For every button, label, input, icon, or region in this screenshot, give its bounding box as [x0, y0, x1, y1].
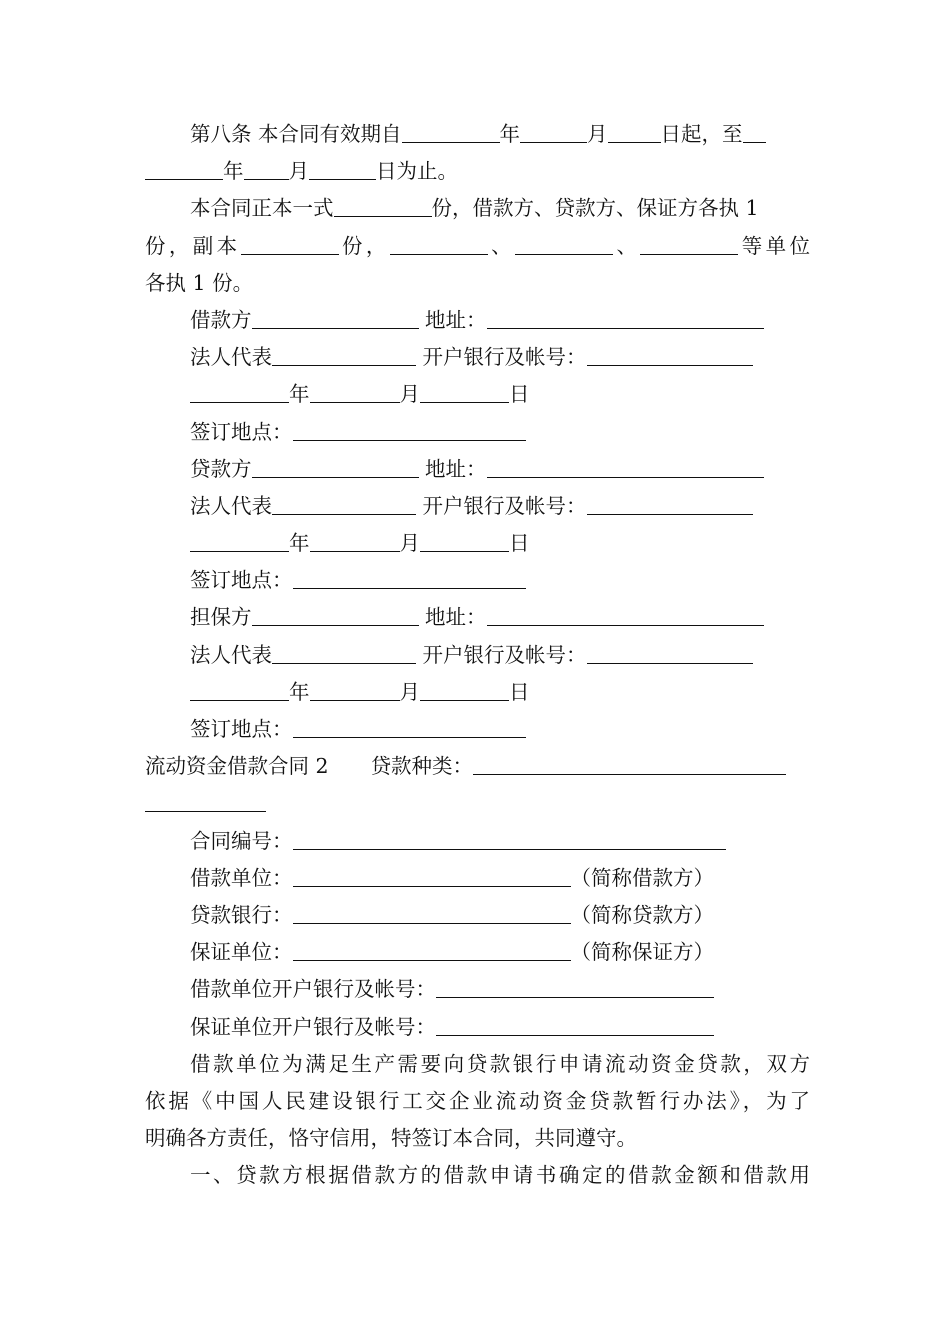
lender-abbreviation: （简称贷款方） — [570, 902, 714, 927]
blank-line — [310, 380, 400, 403]
signing-place-label: 签订地点： — [190, 419, 293, 444]
blank-line — [272, 492, 416, 515]
blank-line — [436, 975, 714, 998]
blank-line — [520, 120, 587, 143]
blank-line — [241, 232, 339, 255]
preamble-line-3: 明确各方责任，恪守信用，特签订本合同，共同遵守。 — [145, 1126, 637, 1151]
blank-line — [334, 194, 432, 217]
bank-account-label: 开户银行及帐号： — [422, 345, 587, 370]
document-body — [145, 116, 810, 1194]
year-label: 年 — [289, 382, 310, 407]
contract-number-line — [145, 823, 810, 860]
bank-account-label: 开户银行及帐号： — [422, 642, 587, 667]
day-label: 日 — [509, 679, 530, 704]
preamble-line-2: 依据《中国人民建设银行工交企业流动资金贷款暂行办法》，为了 — [145, 1088, 810, 1113]
blank-line — [293, 827, 726, 850]
year-label: 年 — [289, 531, 310, 556]
date-line — [145, 376, 810, 413]
guarantor-label: 保证单位： — [190, 940, 293, 965]
month-label: 月 — [399, 382, 420, 407]
year-label: 年 — [223, 159, 244, 184]
blank-line — [293, 715, 526, 738]
bank-account-label: 开户银行及帐号： — [422, 493, 587, 518]
blank-line — [252, 306, 419, 329]
blank-line — [743, 120, 766, 143]
blank-line — [420, 529, 509, 552]
blank-line — [515, 232, 613, 255]
party-label: 担保方 — [190, 605, 252, 630]
address-label: 地址： — [425, 307, 487, 332]
copies-text: 本合同正本一式 — [190, 196, 334, 221]
contract-2-heading-line — [145, 748, 810, 785]
signing-place-line — [145, 562, 810, 599]
blank-line — [293, 901, 571, 924]
blank-line — [587, 641, 753, 664]
month-label: 月 — [288, 159, 309, 184]
blank-line — [190, 529, 289, 552]
copies-text: 、 — [613, 233, 641, 258]
contract-2-heading: 流动资金借款合同 2 — [145, 754, 329, 779]
borrower-bank-line — [145, 971, 810, 1008]
blank-line — [190, 678, 289, 701]
blank-line — [420, 678, 509, 701]
article-8-line-2 — [145, 153, 810, 190]
blank-line — [310, 678, 400, 701]
blank-line — [587, 343, 753, 366]
party-line — [145, 599, 810, 636]
blank-line — [487, 455, 764, 478]
date-line — [145, 525, 810, 562]
copies-line-2 — [145, 228, 810, 265]
signing-place-label: 签订地点： — [190, 568, 293, 593]
blank-line — [487, 306, 764, 329]
preamble-line-1: 借款单位为满足生产需要向贷款银行申请流动资金贷款，双方 — [190, 1051, 810, 1076]
copies-line-1 — [145, 190, 810, 227]
signing-place-label: 签订地点： — [190, 717, 293, 741]
blank-line — [252, 603, 419, 626]
blank-line — [587, 492, 753, 515]
blank-line — [473, 752, 786, 775]
representative-line — [145, 339, 810, 376]
blank-line — [487, 603, 764, 626]
blank-line — [293, 566, 526, 589]
representative-line — [145, 637, 810, 674]
blank-line — [244, 157, 289, 180]
representative-label: 法人代表 — [190, 493, 272, 518]
month-label: 月 — [399, 679, 420, 704]
signing-place-line — [145, 414, 810, 451]
contract-number-label: 合同编号： — [190, 828, 293, 853]
month-label: 月 — [399, 531, 420, 556]
signing-place-line — [145, 711, 810, 748]
blank-line — [420, 380, 509, 403]
blank-line — [272, 641, 416, 664]
guarantor-bank-label: 保证单位开户银行及帐号： — [190, 1014, 436, 1039]
party-label: 贷款方 — [190, 456, 252, 481]
blank-line — [190, 380, 289, 403]
blank-line — [293, 864, 571, 887]
copies-text: 份，副本 — [145, 233, 241, 258]
blank-line — [309, 157, 376, 180]
address-label: 地址： — [425, 456, 487, 481]
day-label: 日 — [509, 382, 530, 407]
copies-text: 份，借款方、贷款方、保证方各执 1 — [431, 196, 759, 221]
blank-line — [252, 455, 419, 478]
guarantor-bank-line — [145, 1009, 810, 1046]
clause-1-line: 一、贷款方根据借款方的借款申请书确定的借款金额和借款用 — [190, 1163, 810, 1188]
blank-line — [310, 529, 400, 552]
copies-line-3: 各执 1 份。 — [145, 270, 254, 295]
party-label: 借款方 — [190, 307, 252, 332]
month-label: 月 — [587, 122, 608, 146]
borrower-line — [145, 860, 810, 897]
guarantor-line — [145, 934, 810, 971]
party-line — [145, 451, 810, 488]
representative-line — [145, 488, 810, 525]
lender-label: 贷款银行： — [190, 902, 293, 927]
article-8-text: 第八条 本合同有效期自 — [190, 122, 402, 146]
representative-label: 法人代表 — [190, 345, 272, 370]
guarantor-abbreviation: （简称保证方） — [570, 940, 714, 965]
borrower-label: 借款单位： — [190, 865, 293, 890]
borrower-abbreviation: （简称借款方） — [570, 865, 714, 890]
blank-line — [640, 232, 738, 255]
year-label: 年 — [289, 679, 310, 704]
copies-text: 等单位 — [738, 233, 811, 258]
date-line — [145, 674, 810, 711]
copies-text: 、 — [487, 233, 516, 258]
address-label: 地址： — [425, 605, 487, 630]
day-label: 日 — [509, 531, 530, 556]
year-label: 年 — [499, 122, 521, 146]
blank-line — [608, 120, 661, 143]
borrower-bank-label: 借款单位开户银行及帐号： — [190, 977, 436, 1002]
party-line — [145, 302, 810, 339]
copies-text: 份， — [338, 233, 390, 258]
representative-label: 法人代表 — [190, 642, 272, 667]
blank-line — [293, 938, 571, 961]
day-label: 日起，至 — [660, 122, 743, 146]
loan-type-continuation — [145, 785, 810, 822]
blank-line — [293, 418, 526, 441]
blank-line — [402, 120, 500, 143]
loan-type-label: 贷款种类： — [370, 754, 474, 779]
lender-line — [145, 897, 810, 934]
blank-line — [390, 232, 488, 255]
day-label: 日为止。 — [376, 159, 458, 184]
blank-line — [145, 789, 266, 812]
blank-line — [145, 157, 223, 180]
article-8-line-1 — [145, 116, 810, 153]
blank-line — [436, 1013, 714, 1036]
blank-line — [272, 343, 416, 366]
